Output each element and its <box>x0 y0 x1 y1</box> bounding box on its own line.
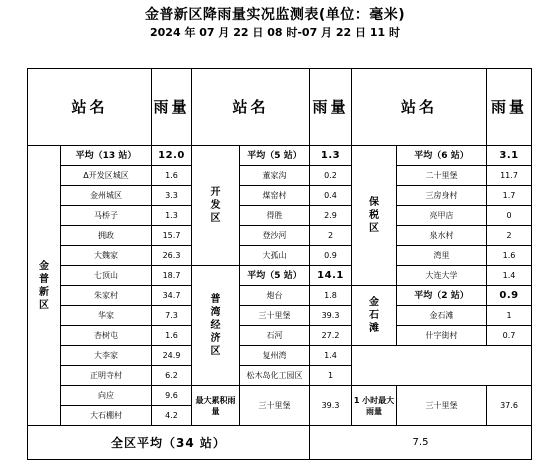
rain-value: 2 <box>310 226 352 246</box>
time-range: 2024 年 07 月 22 日 08 时-07 月 22 日 11 时 <box>150 26 400 39</box>
station-name: 煤窑村 <box>240 186 310 206</box>
group-kaifa: 开发区 <box>192 146 240 266</box>
rain-value: 0.9 <box>310 246 352 266</box>
rain-value: 1 <box>310 366 352 386</box>
station-name: 七顶山 <box>61 266 152 286</box>
rain-value: 1.3 <box>310 146 352 166</box>
header-row <box>28 69 532 146</box>
station-name: 大李家 <box>61 346 152 366</box>
station-name: 大孤山 <box>240 246 310 266</box>
rain-value: 6.2 <box>152 366 192 386</box>
header-station-3: 站名 <box>352 69 487 146</box>
rain-value: 1.3 <box>152 206 192 226</box>
station-name: 复州湾 <box>240 346 310 366</box>
station-name: 松木岛化工园区 <box>240 366 310 386</box>
station-name: 湾里 <box>397 246 487 266</box>
station-name: 炮台 <box>240 286 310 306</box>
station-name: Δ开发区城区 <box>61 166 152 186</box>
table-row <box>28 306 532 326</box>
group-puwan: 普湾经济区 <box>192 266 240 386</box>
station-name: 杏树屯 <box>61 326 152 346</box>
station-name: 三房身村 <box>397 186 487 206</box>
table-row <box>28 346 532 366</box>
max-cumulative-label: 最大累积雨量 <box>192 386 240 426</box>
header-rain-1: 雨量 <box>152 69 192 146</box>
rain-value: 12.0 <box>152 146 192 166</box>
rain-value: 3.3 <box>152 186 192 206</box>
station-name: 泉水村 <box>397 226 487 246</box>
station-name: 朱家村 <box>61 286 152 306</box>
rainfall-table <box>27 68 532 460</box>
rain-value: 27.2 <box>310 326 352 346</box>
table-row <box>28 186 532 206</box>
rain-value: 14.1 <box>310 266 352 286</box>
station-name: 什字街村 <box>397 326 487 346</box>
max-cumulative-value: 39.3 <box>310 386 352 426</box>
rain-value: 0.4 <box>310 186 352 206</box>
header-station-2: 站名 <box>192 69 310 146</box>
rain-value: 1.4 <box>310 346 352 366</box>
table-row <box>28 206 532 226</box>
station-name: 向应 <box>61 386 152 406</box>
header-station-1: 站名 <box>28 69 152 146</box>
group-jinpu: 金普新区 <box>28 146 61 426</box>
station-name: 大连大学 <box>397 266 487 286</box>
station-name: 登沙河 <box>240 226 310 246</box>
rain-value: 0.7 <box>487 326 532 346</box>
table-row <box>28 246 532 266</box>
rain-value: 1.7 <box>487 186 532 206</box>
rain-value: 7.3 <box>152 306 192 326</box>
rain-value: 18.7 <box>152 266 192 286</box>
station-name: 正明寺村 <box>61 366 152 386</box>
station-name: 马桥子 <box>61 206 152 226</box>
rain-value: 0.9 <box>487 286 532 306</box>
station-name: 金州城区 <box>61 186 152 206</box>
rain-value: 26.3 <box>152 246 192 266</box>
station-name: 平均（2 站） <box>397 286 487 306</box>
rain-value: 15.7 <box>152 226 192 246</box>
rain-value: 9.6 <box>152 386 192 406</box>
table-row <box>28 166 532 186</box>
station-name: 平均（5 站） <box>240 146 310 166</box>
table-row <box>28 286 532 306</box>
table-row <box>28 386 532 406</box>
station-name: 平均（13 站） <box>61 146 152 166</box>
station-name: 华家 <box>61 306 152 326</box>
rain-value: 2.9 <box>310 206 352 226</box>
district-average-value: 7.5 <box>310 426 532 460</box>
rain-value: 3.1 <box>487 146 532 166</box>
rain-value: 1.6 <box>152 326 192 346</box>
district-average-label: 全区平均（34 站） <box>28 426 310 460</box>
rain-value: 1.6 <box>487 246 532 266</box>
rain-value: 0.2 <box>310 166 352 186</box>
rain-value: 34.7 <box>152 286 192 306</box>
group-jinshitan: 金石滩 <box>352 286 397 346</box>
blank-cell <box>352 346 532 386</box>
rain-value: 39.3 <box>310 306 352 326</box>
table-row <box>28 226 532 246</box>
rain-value: 1.4 <box>487 266 532 286</box>
rain-value: 0 <box>487 206 532 226</box>
station-name: 大魏家 <box>61 246 152 266</box>
max-hourly-label: 1 小时最大雨量 <box>352 386 397 426</box>
station-name: 拥政 <box>61 226 152 246</box>
station-name: 金石滩 <box>397 306 487 326</box>
max-cumulative-station: 三十里堡 <box>240 386 310 426</box>
station-name: 亮甲店 <box>397 206 487 226</box>
max-hourly-value: 37.6 <box>487 386 532 426</box>
group-baoshui: 保税区 <box>352 146 397 286</box>
rain-value: 24.9 <box>152 346 192 366</box>
rain-value: 4.2 <box>152 406 192 426</box>
table-row <box>28 146 532 166</box>
rain-value: 1.6 <box>152 166 192 186</box>
table-row <box>28 326 532 346</box>
rain-value: 2 <box>487 226 532 246</box>
station-name: 石河 <box>240 326 310 346</box>
table-row <box>28 266 532 286</box>
station-name: 平均（6 站） <box>397 146 487 166</box>
station-name: 得胜 <box>240 206 310 226</box>
rain-value: 1 <box>487 306 532 326</box>
page-title: 金普新区降雨量实况监测表(单位：毫米) <box>144 7 406 23</box>
footer-row <box>28 426 532 460</box>
station-name: 平均（5 站） <box>240 266 310 286</box>
rain-value: 11.7 <box>487 166 532 186</box>
max-hourly-station: 三十里堡 <box>397 386 487 426</box>
station-name: 三十里堡 <box>240 306 310 326</box>
station-name: 大石棚村 <box>61 406 152 426</box>
header-rain-2: 雨量 <box>310 69 352 146</box>
station-name: 董家沟 <box>240 166 310 186</box>
header-rain-3: 雨量 <box>487 69 532 146</box>
station-name: 二十里堡 <box>397 166 487 186</box>
rain-value: 1.8 <box>310 286 352 306</box>
